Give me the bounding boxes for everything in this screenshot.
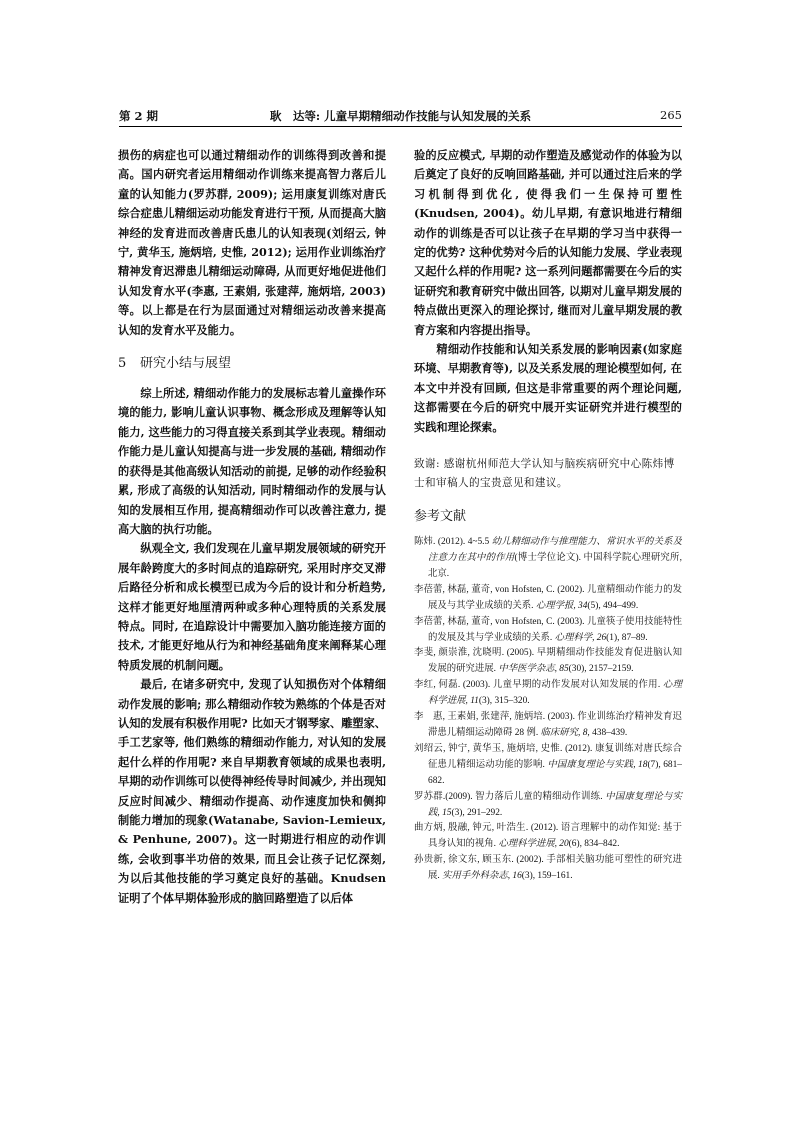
header-rule [119, 126, 682, 127]
reference-item: 刘绍云, 钟宁, 黄华玉, 施炳培, 史惟. (2012). 康复训练对唐氏综合征患儿精细运动功能的影响. 中国康复理论与实践, 18(7), 681–682. [414, 743, 682, 786]
paragraph: 损伤的病症也可以通过精细动作的训练得到改善和提高。国内研究者运用精细动作训练来提高智力落后儿童的认知能力(罗苏群, 2009); 运用康复训练对唐氏综合症患儿精细运动功能发育进行干预, 从而提高大脑神经的发育进而改善唐氏患儿的认知表现(刘绍云, 钟宁, 黄华玉, 施炳培, 史惟, 2012); 运用作业训练治疗精神发育迟滞患儿精细运动障碍, 从而更好地促进他们认知发育水平(李惠, 王素娟, 张建萍, 施炳培, 2003)等。以上都是在行为层面通过对精细运动改善来提高认知的发育水平及能力。 [118, 148, 386, 337]
paragraph: 综上所述, 精细动作能力的发展标志着儿童操作环境的能力, 影响儿童认识事物、概念形成及理解等认知能力, 这些能力的习得直接关系到其学业表现。精细动作能力是儿童认知提高与进一步发展的基础, 精细动作的获得是其他高级认知活动的前提, 足够的动作经验积累, 形成了高级的认知活动, 同时精细动作的发展与认知的发展相互作用, 提高精细动作可以改善注意力, 提高大脑的执行功能。 [118, 386, 386, 536]
paragraph: 纵观全文, 我们发现在儿童早期发展领域的研究开展年龄跨度大的多时间点的追踪研究, 采用时序交叉滞后路径分析和成长模型已成为今后的设计和分析趋势, 这样才能更好地厘清两种或多种心理特质的关系发展特点。同时, 在追踪设计中需要加入脑功能连接方面的技术, 才能更好地从行为和神经基础角度来阐释某心理特质发展的机制问题。 [118, 541, 386, 672]
page-number: 265 [660, 108, 682, 122]
reference-item: 李蓓蕾, 林磊, 董奇, von Hofsten, C. (2002). 儿童精细动作能力的发展及与其学业成绩的关系. 心理学报, 34(5), 494–499. [414, 584, 682, 611]
left-column [118, 146, 386, 908]
paragraph: 验的反应模式, 早期的动作塑造及感觉动作的体验为以后奠定了良好的反响回路基础, 并可以通过注后来的学习机制得到优化, 使得我们一生保持可塑性(Knudsen, 2004)。幼儿早期, 有意识地进行精细动作的训练是否可以让孩子在早期的学习当中获得一定的优势? 这种优势对今后的认知能力发展、学业表现又起什么样的作用呢? 这一系列问题都需要在今后的实证研究和教育研究中做出回答, 以期对儿童早期发展的特点做出更深入的理论探讨, 继而对儿童早期发展的教育方案和内容提出指导。 [414, 148, 682, 337]
reference-item: 李红, 何磊. (2003). 儿童早期的动作发展对认知发展的作用. 心理科学进展, 11(3), 315–320. [414, 680, 682, 707]
running-title: 耿 达等: 儿童早期精细动作技能与认知发展的关系 [269, 109, 532, 123]
section-heading [118, 354, 386, 374]
reference-item: 陈炜. (2012). 4~5.5 幼儿精细动作与推理能力、常识水平的关系及注意力在其中的作用(博士学位论文). 中国科学院心理研究所, 北京. [414, 537, 682, 579]
right-column [414, 146, 682, 885]
reference-item: 李 惠, 王素娟, 张建萍, 施炳培. (2003). 作业训练治疗精神发育迟滞患儿精细运动障碍 28 例. 临床研究, 8, 438–439. [414, 712, 682, 738]
section-title: 研究小结与展望 [140, 356, 232, 372]
reference-item: 曲方炳, 殷融, 钟元, 叶浩生. (2012). 语言理解中的动作知觉: 基于具身认知的视角. 心理科学进展, 20(6), 834–842. [414, 823, 682, 850]
paragraph: 最后, 在诸多研究中, 发现了认知损伤对个体精细动作发展的影响; 那么精细动作较为熟练的个体是否对认知的发展有积极作用呢? 比如天才钢琴家、雕塑家、手工艺家等, 他们熟练的精细动作能力, 对认知的发展起什么样的作用呢? 来自早期教育领域的成果也表明, 早期的动作训练可以使得神经传导时间减少, 并出现知反应时间减少、精细动作提高、动作速度加快和侧抑制能力增加的现象(Watanabe, Savion-Lemieux, & Penhune, 2007)。这一时期进行相应的动作训练, 会收到事半功倍的效果, 而且会让孩子记忆深刻, 为以后其他技能的学习奠定良好的基础。Knudsen 证明了个体早期体验形成的脑回路塑造了以后体 [118, 677, 386, 905]
paragraph: 精细动作技能和认知关系发展的影响因素(如家庭环境、早期教育等), 以及关系发展的理论模型如何, 在本文中并没有回顾, 但这是非常重要的两个理论问题, 这都需要在今后的研究中展开实证研究并进行模型的实践和理论探索。 [414, 342, 682, 434]
reference-item: 罗苏群.(2009). 智力落后儿童的精细动作训练. 中国康复理论与实践, 15(3), 291–292. [414, 791, 682, 818]
section-number: 5 [118, 356, 127, 372]
reference-item: 李蓓蕾, 林磊, 董奇, von Hofsten, C. (2003). 儿童筷子使用技能特性的发展及其与学业成绩的关系. 心理科学, 26(1), 87–89. [414, 616, 682, 643]
reference-item: 孙贵新, 徐文东, 顾玉东. (2002). 手部相关脑功能可塑性的研究进展. 实用手外科杂志, 16(3), 159–161. [414, 855, 682, 882]
issue-label: 第 2 期 [119, 109, 159, 123]
acknowledgement: 致谢: 感谢杭州师范大学认知与脑疾病研究中心陈炜博士和审稿人的宝贵意见和建议。 [414, 458, 675, 490]
reference-list [414, 535, 682, 885]
reference-item: 李斐, 颜崇淮, 沈晓明. (2005). 早期精细动作技能发育促进脑认知发展的研究进展. 中华医学杂志, 85(30), 2157–2159. [414, 648, 682, 675]
references-heading: 参考文献 [414, 509, 467, 525]
running-header [119, 108, 682, 126]
